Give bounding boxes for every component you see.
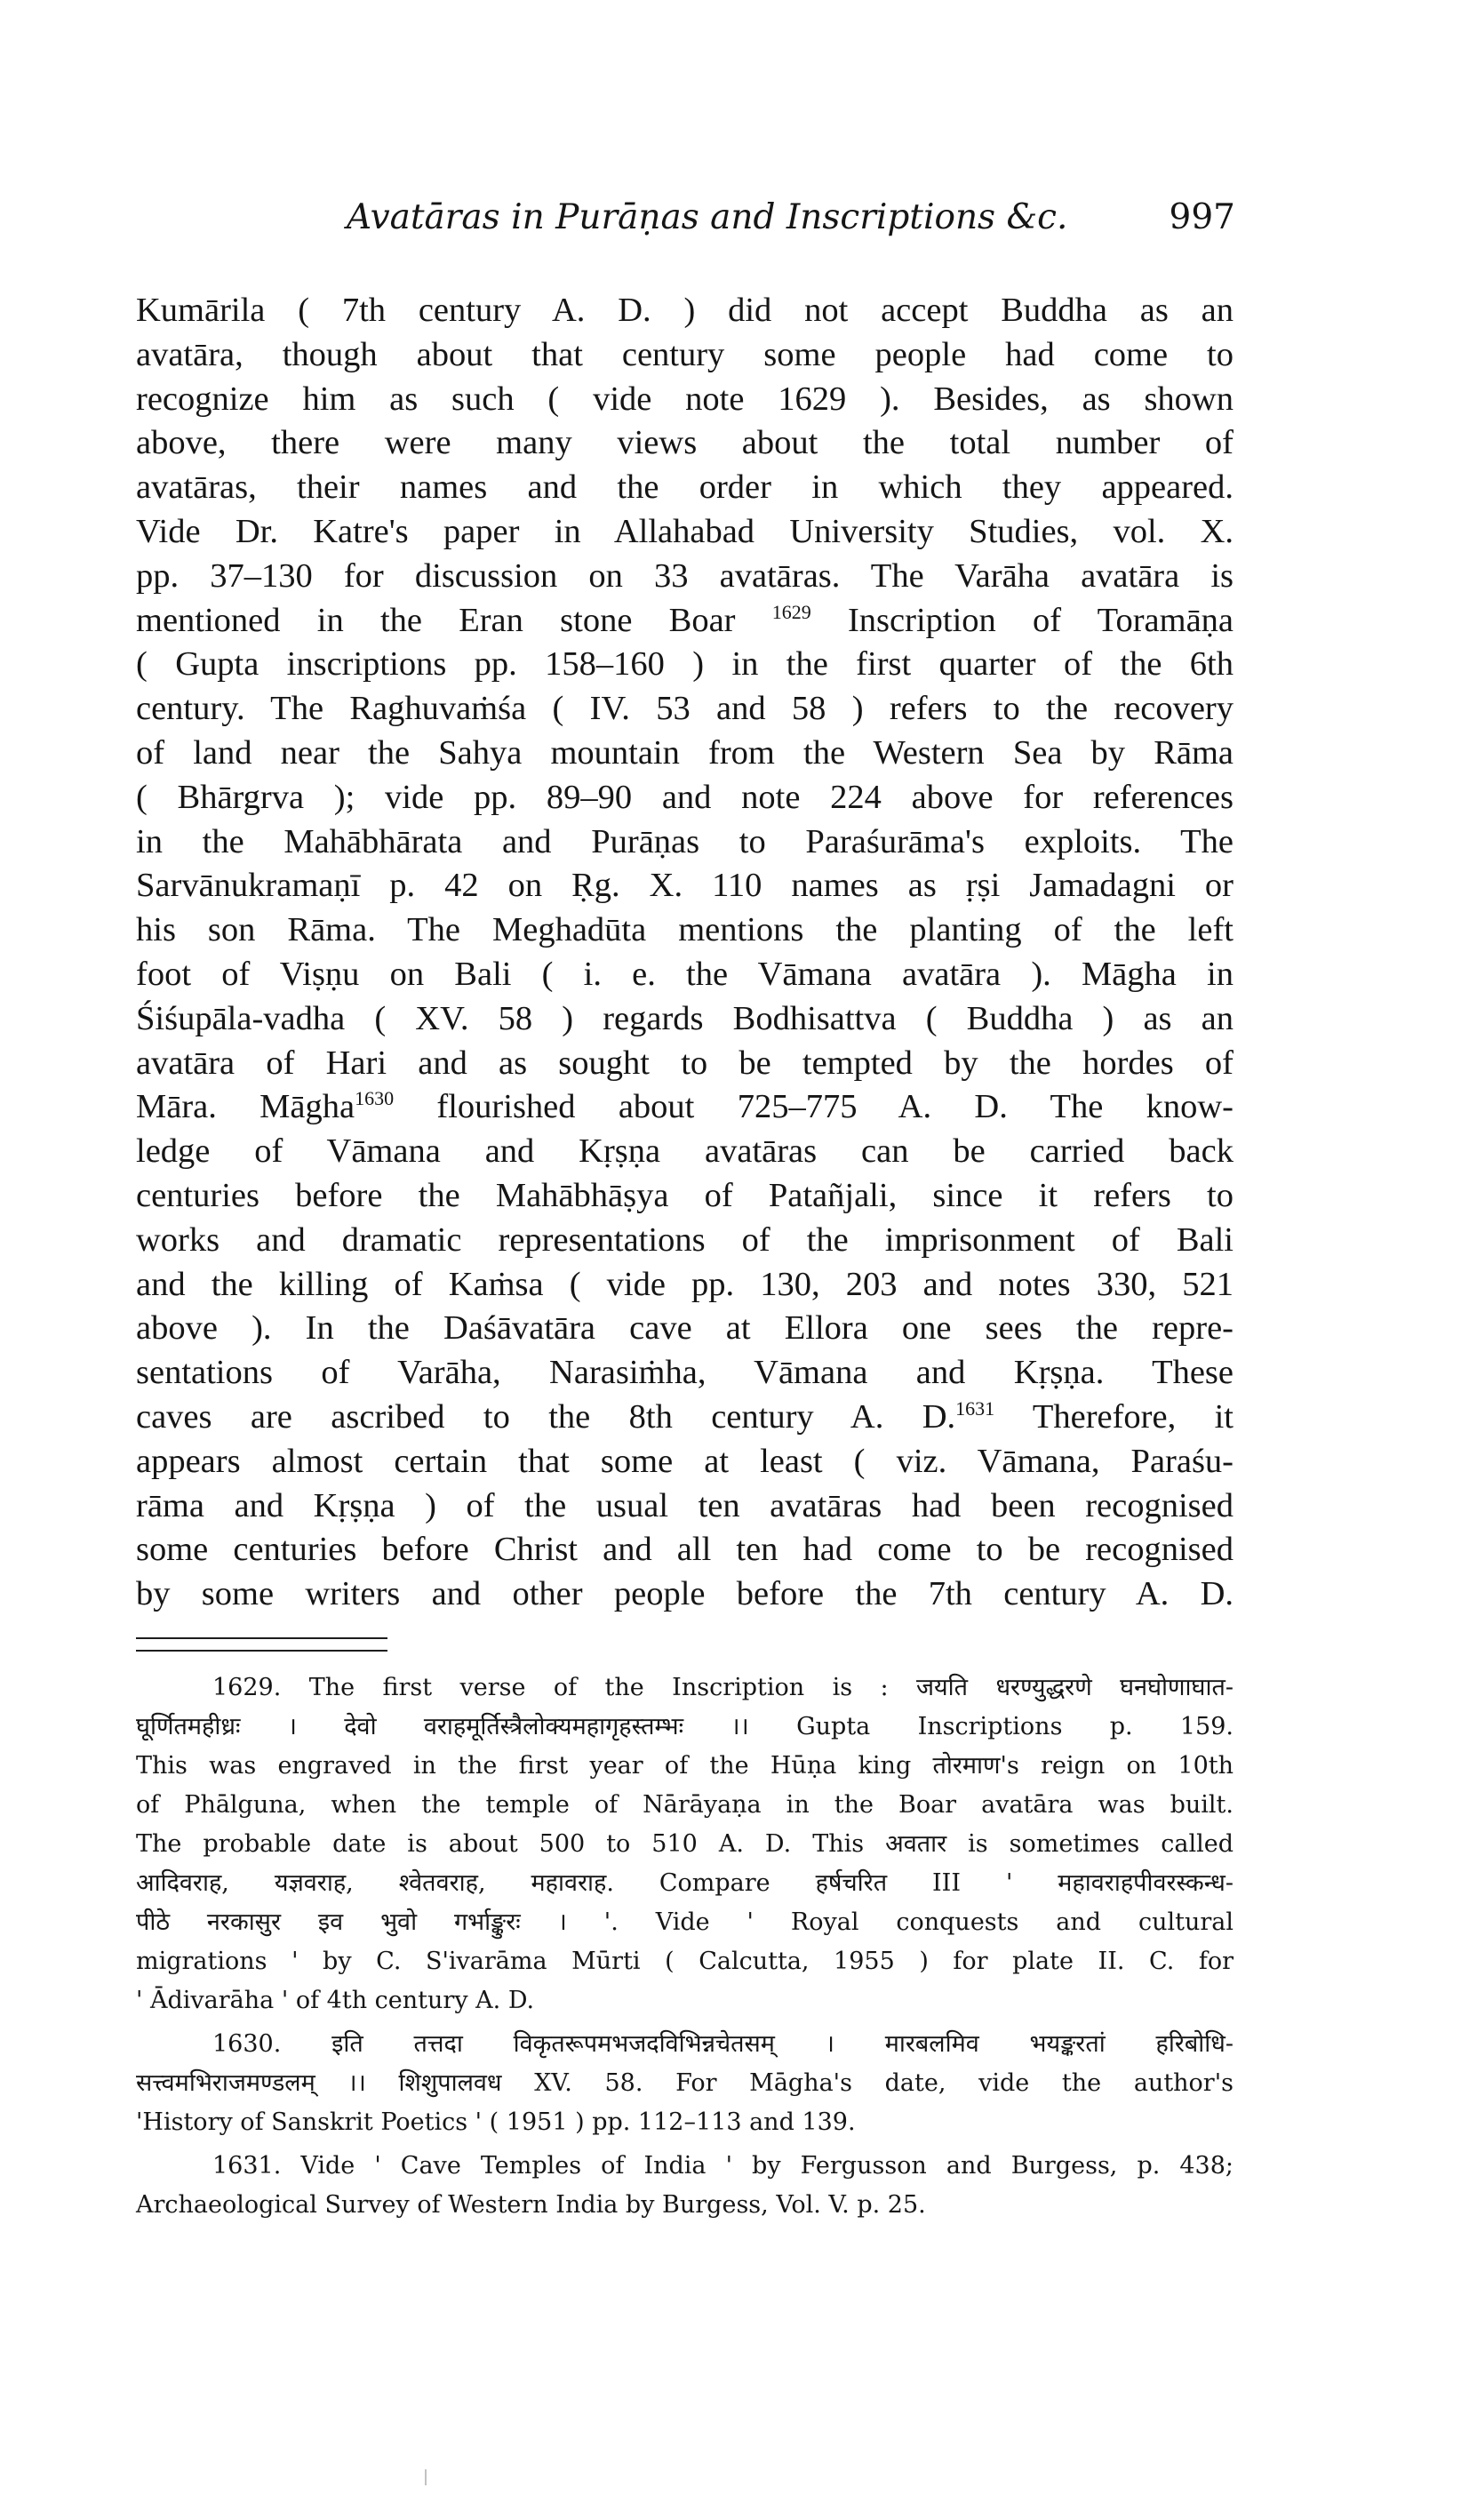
text-line: and the killing of Kaṁsa ( vide pp. 130, 203 and notes 330, 521	[136, 1265, 1233, 1303]
text-line: works and dramatic representations of the imprisonment of Bali	[136, 1220, 1233, 1259]
footnote-line: घूर्णितमहीध्रः । देवो वराहमूर्तिस्त्रैलोक्यमहागृहस्तम्भः ।। Gupta Inscriptions p. 159.	[136, 1713, 1233, 1740]
text-fragment: Māra. Māgha	[136, 1088, 355, 1126]
text-line: of land near the Sahya mountain from the Western Sea by Rāma	[136, 733, 1233, 772]
text-line: Sarvānukramaṇī p. 42 on Ṛg. X. 110 names as ṛṣi Jamadagni or	[136, 867, 1233, 905]
text-line: above ). In the Daśāvatāra cave at Ellora one sees the repre-	[136, 1309, 1233, 1348]
text-line: appears almost certain that some at least ( viz. Vāmana, Paraśu-	[136, 1442, 1233, 1480]
text-line: avatāras, their names and the order in which they appeared.	[136, 468, 1233, 507]
footnote-1630	[136, 2025, 1233, 2142]
footnote-line: ' Ādivarāha ' of 4th century A. D.	[136, 1987, 535, 2014]
text-line: avatāra, though about that century some people had come to	[136, 335, 1233, 373]
text-fragment: caves are ascribed to the 8th century A. D.	[136, 1397, 956, 1436]
footnote-ref-1631: 1631	[955, 1397, 995, 1420]
text-line: some centuries before Christ and all ten had come to be recognised	[136, 1531, 1233, 1569]
text-line: Vide Dr. Katre's paper in Allahabad University Studies, vol. X.	[136, 512, 1233, 550]
footnote-divider	[136, 1637, 387, 1639]
footnote-ref-1629: 1629	[771, 600, 811, 623]
footnote-line: of Phālguna, when the temple of Nārāyaṇa in the Boar avatāra was built.	[136, 1791, 1233, 1819]
footnote-line: 'History of Sanskrit Poetics ' ( 1951 ) pp. 112–113 and 139.	[136, 2108, 856, 2136]
text-fragment: mentioned in the Eran stone Boar	[136, 601, 736, 639]
main-text-body	[136, 289, 1233, 1617]
footnote-line: Archaeological Survey of Western India by Burgess, Vol. V. p. 25.	[136, 2191, 926, 2219]
text-line: ledge of Vāmana and Kṛṣṇa avatāras can be carried back	[136, 1132, 1233, 1171]
footnote-line: migrations ' by C. S'ivarāma Mūrti ( Calcutta, 1955 ) for plate II. C. for	[136, 1948, 1233, 1975]
footnote-line: आदिवराह, यज्ञवराह, श्वेतवराह, महावराह. Compare हर्षचरित III ' महावराहपीवरस्कन्ध-	[136, 1869, 1233, 1897]
footnote-ref-1630: 1630	[355, 1087, 395, 1110]
text-line: rāma and Kṛṣṇa ) of the usual ten avatāras had been recognised	[136, 1486, 1233, 1524]
text-fragment: Inscription of Toramāṇa	[810, 601, 1234, 639]
text-fragment: flourished about 725–775 A. D. The know-	[394, 1088, 1233, 1126]
text-line: Śiśupāla-vadha ( XV. 58 ) regards Bodhisattva ( Buddha ) as an	[136, 999, 1233, 1037]
footnote-1629	[136, 1668, 1233, 2020]
text-line: Kumārila ( 7th century A. D. ) did not accept Buddha as an	[136, 292, 1233, 329]
footnote-divider	[136, 1650, 387, 1652]
text-line: above, there were many views about the total number of	[136, 424, 1233, 462]
text-line: ( Gupta inscriptions pp. 158–160 ) in the first quarter of the 6th	[136, 645, 1233, 684]
footnote-1631	[136, 2147, 1233, 2225]
footnote-line: 1631. Vide ' Cave Temples of India ' by Fergusson and Burgess, p. 438;	[212, 2152, 1233, 2180]
footnote-line: 1630. इति तत्तदा विकृतरूपमभजदविभिन्नचेतसम् । मारबलमिव भयङ्करतां हरिबोधि-	[212, 2030, 1233, 2058]
scan-speck	[425, 2469, 427, 2485]
text-line: sentations of Varāha, Narasiṁha, Vāmana and Kṛṣṇa. These	[136, 1354, 1233, 1392]
text-line: by some writers and other people before the 7th century A. D.	[136, 1575, 1233, 1613]
text-fragment: Therefore, it	[994, 1397, 1233, 1436]
text-line: his son Rāma. The Meghadūta mentions the planting of the left	[136, 911, 1233, 949]
footnote-line: The probable date is about 500 to 510 A. D. This अवतार is sometimes called	[136, 1830, 1233, 1858]
footnote-line: पीठे नरकासुर इव भुवो गर्भाङ्कुरः । '. Vide ' Royal conquests and cultural	[136, 1908, 1233, 1936]
text-line: foot of Viṣṇu on Bali ( i. e. the Vāmana avatāra ). Māgha in	[136, 955, 1233, 993]
text-line: recognize him as such ( vide note 1629 ). Besides, as shown	[136, 380, 1233, 418]
page-header	[347, 197, 1235, 251]
text-line	[136, 599, 1233, 644]
text-line: ( Bhārgrva ); vide pp. 89–90 and note 224 above for references	[136, 778, 1233, 816]
text-line	[136, 1085, 1233, 1130]
page-number: 997	[1169, 197, 1235, 237]
text-line: century. The Raghuvaṁśa ( IV. 53 and 58 ) refers to the recovery	[136, 690, 1233, 728]
running-title: Avatāras in Purāṇas and Inscriptions &c.	[347, 197, 1068, 237]
footnote-line: सत्त्वमभिराजमण्डलम् ।। शिशुपालवध XV. 58. For Māgha's date, vide the author's	[136, 2069, 1233, 2097]
footnotes	[136, 1668, 1233, 2229]
footnote-line: This was engraved in the first year of the Hūṇa king तोरमाण's reign on 10th	[136, 1752, 1233, 1780]
text-line: avatāra of Hari and as sought to be tempted by the hordes of	[136, 1044, 1233, 1082]
text-line	[136, 1396, 1233, 1440]
text-line: centuries before the Mahābhāṣya of Patañjali, since it refers to	[136, 1176, 1233, 1214]
text-line: in the Mahābhārata and Purāṇas to Paraśurāma's exploits. The	[136, 822, 1233, 860]
text-line: pp. 37–130 for discussion on 33 avatāras. The Varāha avatāra is	[136, 556, 1233, 595]
footnote-line: 1629. The first verse of the Inscription is : जयति धरण्युद्धरणे घनघोणाघात-	[212, 1674, 1233, 1701]
